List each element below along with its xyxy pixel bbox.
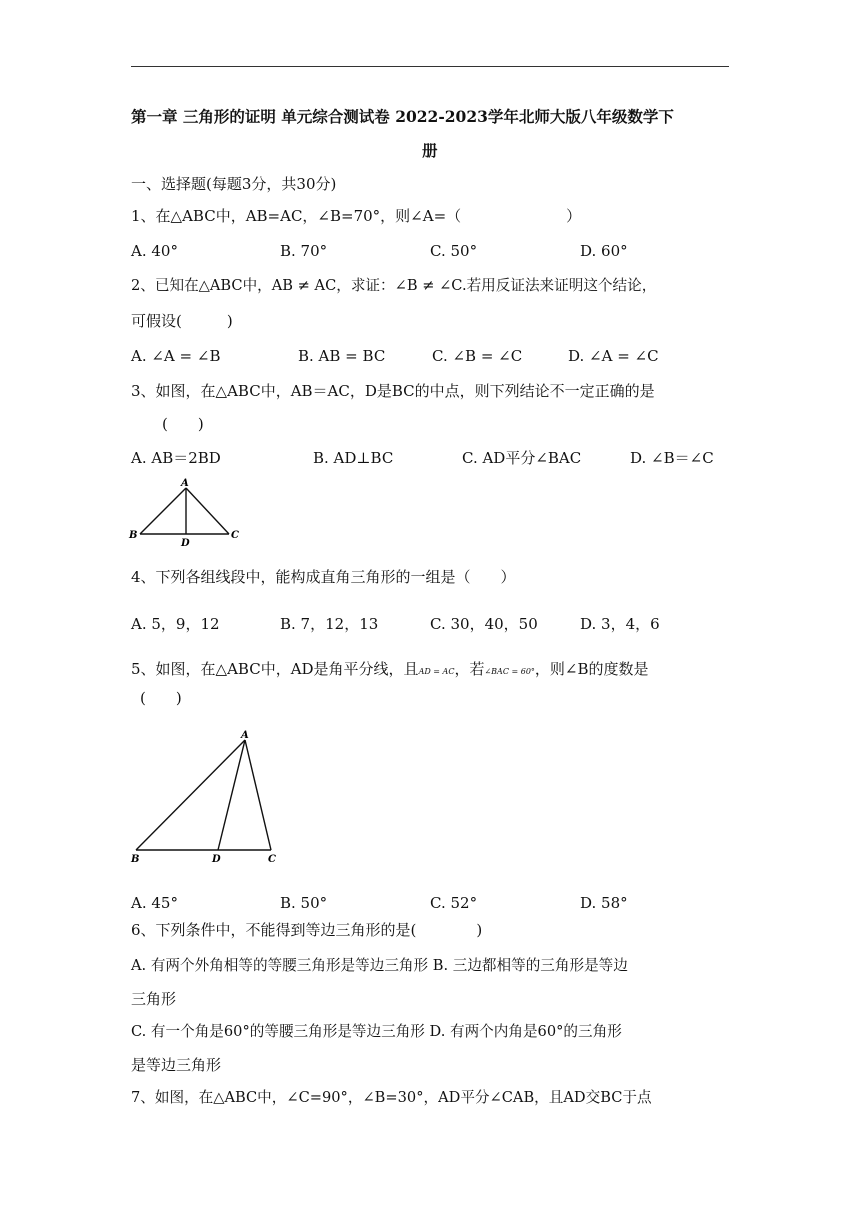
q3-label-b: B <box>129 530 138 541</box>
question-5-figure <box>126 726 291 866</box>
q5-stem-part-b: ，若 <box>454 660 485 678</box>
question-5-stem-line1 <box>131 659 649 682</box>
q5-side-ac <box>245 740 271 850</box>
document-title-line2: 册 <box>422 141 438 160</box>
question-2-stem-line1: 2、已知在△ABC中，AB ≠ AC，求证：∠B ≠ ∠C.若用反证法来证明这个结论， <box>131 277 657 294</box>
question-2-option-d: D. ∠A = ∠C <box>568 347 659 365</box>
section-heading: 一、选择题(每题3分，共30分) <box>131 175 337 193</box>
q3-side-ac <box>186 488 229 534</box>
question-3-figure <box>126 476 246 548</box>
question-6-options-cd: C. 有一个角是60°的等腰三角形是等边三角形 D. 有两个内角是60°的三角形 <box>131 1023 622 1040</box>
question-6-options-ab: A. 有两个外角相等的等腰三角形是等边三角形 B. 三边都相等的三角形是等边 <box>131 957 628 974</box>
question-6-stem: 6、下列条件中，不能得到等边三角形的是( ) <box>131 921 483 939</box>
question-7-stem: 7、如图，在△ABC中，∠C=90°，∠B=30°，AD平分∠CAB，且AD交BC于点 <box>131 1089 652 1106</box>
q5-segment-ad <box>218 740 245 850</box>
question-1-option-d: D. 60° <box>580 242 628 260</box>
q5-label-a: A <box>241 730 249 741</box>
question-4-option-c: C. 30，40，50 <box>430 615 538 633</box>
question-4-stem: 4、下列各组线段中，能构成直角三角形的一组是（ ） <box>131 568 516 586</box>
q5-label-c: C <box>268 854 276 865</box>
question-2-option-c: C. ∠B = ∠C <box>432 347 523 365</box>
q3-label-a: A <box>181 478 189 489</box>
question-5-option-d: D. 58° <box>580 894 628 912</box>
q5-label-d: D <box>212 854 221 865</box>
question-3-option-b: B. AD⊥BC <box>313 449 394 467</box>
question-4-option-b: B. 7，12，13 <box>280 615 379 633</box>
question-6-options-ab-cont: 三角形 <box>131 990 177 1008</box>
q5-formula-ad-ac: AD = AC <box>418 667 455 676</box>
q3-side-ab <box>140 488 186 534</box>
question-6-options-cd-cont: 是等边三角形 <box>131 1056 222 1074</box>
question-2-option-a: A. ∠A = ∠B <box>131 347 221 365</box>
question-1-option-c: C. 50° <box>430 242 478 260</box>
question-5-option-c: C. 52° <box>430 894 478 912</box>
q5-side-ab <box>136 740 245 850</box>
question-5-option-a: A. 45° <box>131 894 178 912</box>
q3-label-d: D <box>181 538 190 548</box>
question-3-stem-line2: ( ) <box>162 415 204 433</box>
question-1-stem: 1、在△ABC中，AB=AC，∠B=70°，则∠A=（ ） <box>131 207 582 225</box>
q3-label-c: C <box>231 530 239 541</box>
question-3-option-c: C. AD平分∠BAC <box>462 449 582 467</box>
question-3-option-a: A. AB＝2BD <box>131 449 221 467</box>
q5-stem-part-c: ，则∠B的度数是 <box>534 660 649 678</box>
q5-label-b: B <box>131 854 140 865</box>
question-1-option-b: B. 70° <box>280 242 328 260</box>
header-rule <box>131 66 729 67</box>
question-5-stem-line2: ( ) <box>140 689 182 707</box>
question-2-stem-line2: 可假设( ) <box>131 312 233 330</box>
q5-stem-part-a: 5、如图，在△ABC中，AD是角平分线，且 <box>131 660 419 678</box>
question-4-option-a: A. 5，9，12 <box>131 615 220 633</box>
question-4-option-d: D. 3，4，6 <box>580 615 660 633</box>
question-2-option-b: B. AB = BC <box>298 347 386 365</box>
q5-formula-angle-bac: ∠BAC = 60° <box>484 667 535 676</box>
question-1-option-a: A. 40° <box>131 242 178 260</box>
question-3-option-d: D. ∠B＝∠C <box>630 449 714 467</box>
question-5-option-b: B. 50° <box>280 894 328 912</box>
question-3-stem-line1: 3、如图，在△ABC中，AB＝AC，D是BC的中点，则下列结论不一定正确的是 <box>131 382 655 400</box>
document-title-line1: 第一章 三角形的证明 单元综合测试卷 2022-2023学年北师大版八年级数学下 <box>131 107 674 126</box>
